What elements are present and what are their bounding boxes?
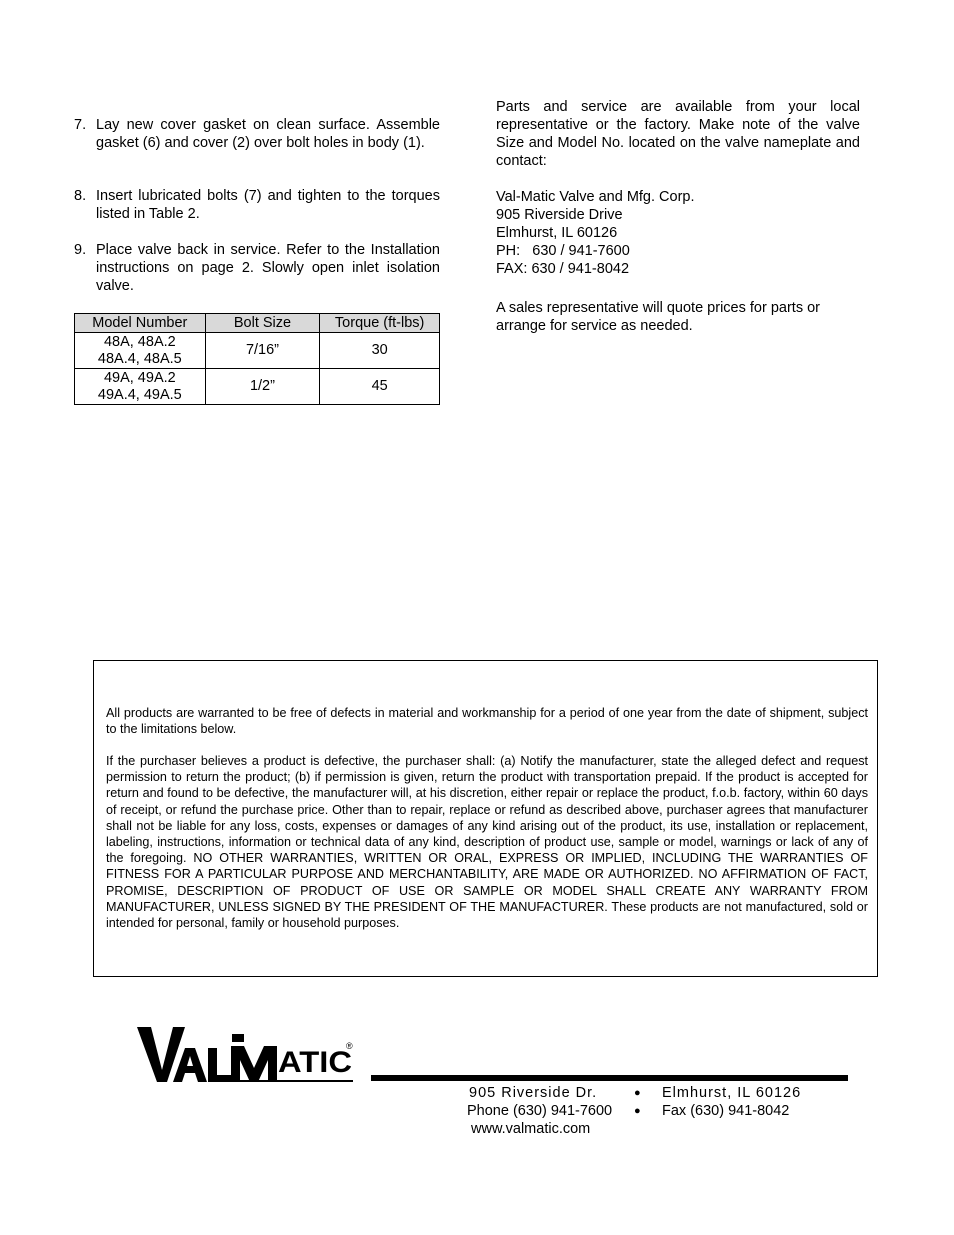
footer-website[interactable]: www.valmatic.com [471,1121,591,1137]
model-line: 48A.4, 48A.5 [97,350,182,367]
step-number: 7. [74,117,87,133]
company-city: Elmhurst, IL 60126 [496,225,618,241]
step-text: Insert lubricated bolts (7) and tighten to the torques listed in Table 2. [96,188,440,222]
model-line: 48A, 48A.2 [103,333,176,350]
column-header-torque: Torque (ft-lbs) [320,314,440,333]
footer-address: 905 Riverside Dr. [469,1085,598,1101]
step-7 [74,116,440,152]
table-header-row [75,314,440,333]
step-text: Place valve back in service. Refer to the Installation instructions on page 2. Slowly open inlet isolation valve. [96,242,440,294]
bullet-icon: ● [634,1105,641,1117]
step-text: Lay new cover gasket on clean surface. Assemble gasket (6) and cover (2) over bolt holes in body (1). [96,117,440,151]
registered-mark: ® [346,1041,353,1051]
table-row [75,333,440,369]
table-row [75,369,440,405]
footer-city: Elmhurst, IL 60126 [662,1085,802,1101]
company-name: Val-Matic Valve and Mfg. Corp. [496,189,695,205]
valmatic-logo-mark [137,1024,355,1086]
step-8 [74,187,440,223]
bolt-size-cell: 1/2” [205,369,320,405]
footer-phone: Phone (630) 941-7600 [467,1103,613,1119]
company-fax: FAX: 630 / 941-8042 [496,261,630,277]
model-line: 49A, 49A.2 [103,369,176,386]
footer-rule [371,1075,848,1081]
model-cell [75,333,206,369]
bullet-icon: ● [634,1087,641,1099]
step-number: 9. [74,242,87,258]
warranty-paragraph-2: If the purchaser believes a product is defective, the purchaser shall: (a) Notify the manufacturer, state the alleged defect and request permission to return the product; (b) if permission is given, return the product with transportation prepaid. If the product is accepted for return and found to be defective, the manufacturer will, at his discretion, either repair or replace the product, f.o.b. factory, within 60 days of receipt, or refund the purchase price. Other than to repair, replace or refund as described above, purchaser agrees that manufacturer shall not be liable for any loss, costs, expenses or damages of any kind arising out of the product, its use, installation or replacement, labeling, instructions, information or technical data of any kind, description of product use, sample or model, warnings or lack of any of the foregoing. NO OTHER WARRANTIES, WRITTEN OR ORAL, EXPRESS OR IMPLIED, INCLUDING THE WARRANTIES OF FITNESS FOR A PARTICULAR PURPOSE AND MERCHANTABILITY, ARE MADE OR AUTHORIZED. NO AFFIRMATION OF FACT, PROMISE, DESCRIPTION OF PRODUCT OF USE OR SAMPLE OR MODEL SHALL CREATE ANY WARRANTY FROM MANUFACTURER, UNLESS SIGNED BY THE PRESIDENT OF THE MANUFACTURER. These products are not manufactured, sold or intended for personal, family or household purposes. [106,754,868,931]
torque-cell: 45 [320,369,440,405]
warranty-box [93,660,878,977]
footer-fax: Fax (630) 941-8042 [662,1103,790,1119]
company-phone: PH: 630 / 941-7600 [496,243,630,259]
step-number: 8. [74,188,87,204]
model-cell [75,369,206,405]
valmatic-logo [137,1024,355,1091]
torque-table [74,313,440,405]
sales-note: A sales representative will quote prices for parts or arrange for service as needed. [496,300,820,334]
column-header-bolt-size: Bolt Size [205,314,320,333]
model-line: 49A.4, 49A.5 [97,386,182,403]
company-street: 905 Riverside Drive [496,207,623,223]
contact-intro: Parts and service are available from your local representative or the factory. Make note of the valve Size and Model No. located on the valve nameplate and contact: [496,99,860,169]
column-header-model: Model Number [75,314,206,333]
contact-section [496,98,860,335]
svg-text:ATIC: ATIC [278,1046,352,1079]
bolt-size-cell: 7/16” [205,333,320,369]
step-9 [74,241,440,295]
torque-cell: 30 [320,333,440,369]
warranty-paragraph-1: All products are warranted to be free of defects in material and workmanship for a period of one year from the date of shipment, subject to the limitations below. [106,706,868,737]
